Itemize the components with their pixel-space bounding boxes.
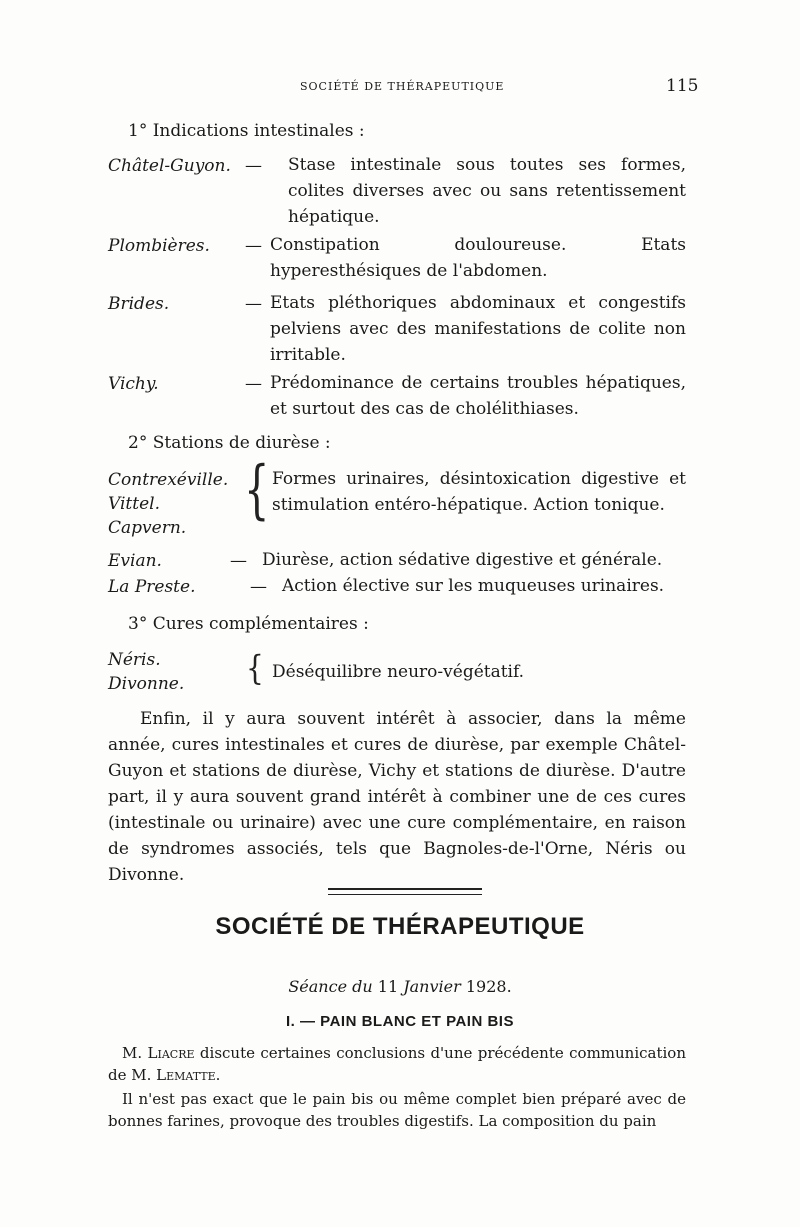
session-month: Janvier — [403, 977, 461, 996]
location-divonne: Divonne. — [108, 674, 185, 694]
description-complementaires: Déséquilibre neuro-végétatif. — [272, 662, 525, 682]
location-vichy: Vichy. — [108, 374, 159, 394]
body-paragraph: Enfin, il y aura souvent intérêt à associer, dans la même année, cures intestinales et cures de diurèse, par exemple Châtel-Guyon et stations de diurèse, Vichy et stations de diurèse. D'autre part, il y aura souvent grand intérêt à combiner une de ces cures (intestinale ou urinaire) avec une cure complémentaire, en raison de syndromes associés, tels que Bagnoles-de-l'Orne, Néris ou Divonne. — [108, 709, 686, 885]
session-prefix: Séance du — [288, 977, 373, 996]
session-date — [0, 977, 800, 996]
session-day: 11 — [377, 977, 399, 996]
section-2-heading: 2° Stations de diurèse : — [128, 433, 331, 453]
brace-icon: { — [244, 453, 270, 527]
paragraph-pain: Il n'est pas exact que le pain bis ou même complet bien préparé avec de bonnes farines, provoque des troubles digestifs. La composition du pain — [108, 1090, 686, 1130]
section-1-heading: 1° Indications intestinales : — [128, 121, 365, 141]
dash: — — [245, 236, 262, 256]
dash: — — [245, 374, 262, 394]
society-title: SOCIÉTÉ DE THÉRAPEUTIQUE — [215, 913, 585, 940]
paragraph-text: discute certaines conclusions d'une précédente communication de — [108, 1044, 687, 1084]
location-chatel-guyon: Châtel-Guyon. — [108, 156, 231, 176]
section-3-heading: 3° Cures complémentaires : — [128, 614, 369, 634]
description-la-preste: Action élective sur les muqueuses urinaires. — [282, 576, 665, 596]
location-plombieres: Plombières. — [108, 236, 210, 256]
location-evian: Evian. — [108, 551, 162, 571]
dash: — — [230, 551, 247, 571]
brace-icon: { — [246, 648, 264, 688]
location-neris: Néris. — [108, 650, 161, 670]
dash: — — [245, 156, 262, 176]
session-year: 1928. — [465, 977, 512, 996]
dash: — — [245, 294, 262, 314]
description-chatel-guyon: Stase intestinale sous toutes ses formes, colites diverses avec ou sans retentissement hépatique. — [288, 155, 686, 227]
page-number: 115 — [666, 76, 699, 96]
description-plombieres: Constipation douloureuse. Etats hyperesthésiques de l'abdomen. — [270, 235, 686, 281]
location-vittel: Vittel. — [108, 494, 160, 514]
description-diurese-group: Formes urinaires, désintoxication digestive et stimulation entéro-hépatique. Action tonique. — [272, 469, 686, 515]
author-reference: M. Lematte. — [131, 1066, 221, 1084]
location-capvern: Capvern. — [108, 518, 187, 538]
running-title: SOCIÉTÉ DE THÉRAPEUTIQUE — [300, 80, 505, 93]
description-vichy: Prédominance de certains troubles hépatiques, et surtout des cas de cholélithiases. — [270, 373, 686, 419]
divider — [328, 888, 482, 890]
description-brides: Etats pléthoriques abdominaux et congestifs pelviens avec des manifestations de colite non irritable. — [270, 293, 686, 365]
author-name: M. Liacre — [122, 1044, 195, 1062]
paragraph-liacre — [108, 1042, 686, 1086]
section-subheading: I. — PAIN BLANC ET PAIN BIS — [286, 1013, 514, 1030]
location-brides: Brides. — [108, 294, 170, 314]
description-evian: Diurèse, action sédative digestive et générale. — [262, 550, 663, 570]
dash: — — [250, 577, 267, 597]
location-contrexeville: Contrexéville. — [108, 470, 229, 490]
divider — [328, 894, 482, 895]
location-la-preste: La Preste. — [108, 577, 196, 597]
